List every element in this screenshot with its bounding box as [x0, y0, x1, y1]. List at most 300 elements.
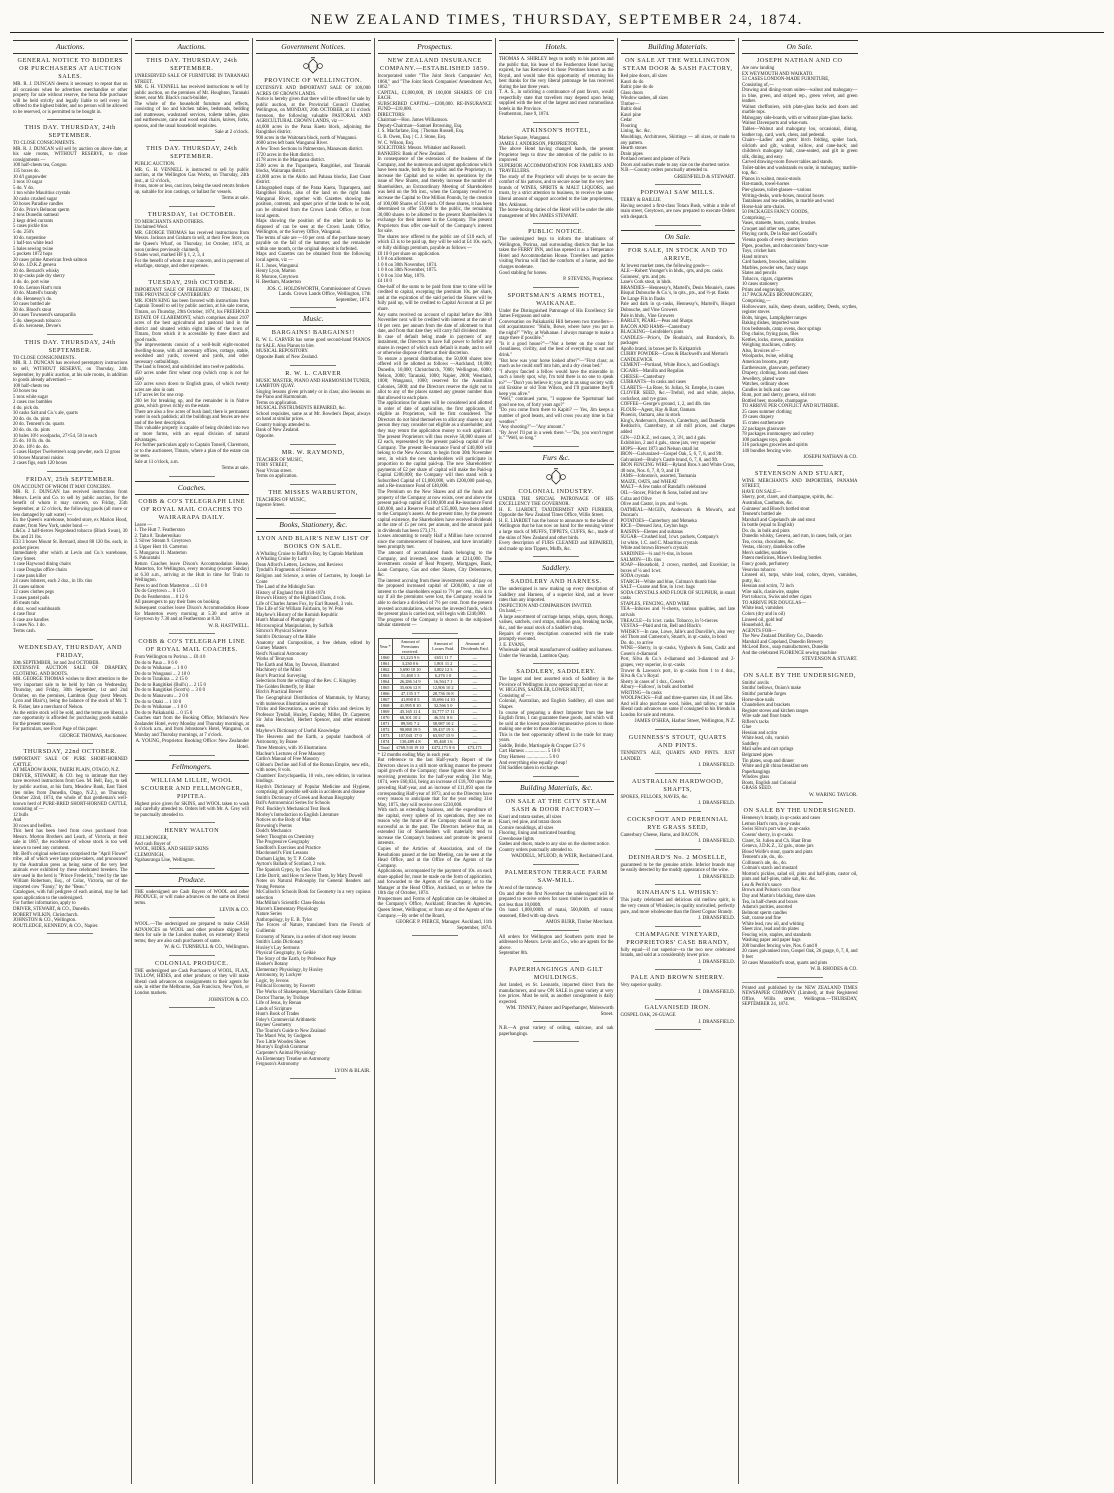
- advertisement-body: Hennessy's brandy, in qr-casks and cases Lemon Hart's rum, in qr-casks Swiss Silva's port wine, in qr-casks Cosens' sherry, in qr-casks Claret, St. Julien and Ch. Haut Brun Geneva, J.D.K.Z., 32 gals., stone jars Blood Wolfe's stout, quarts and pints Tennent's ale, do., do. Collinson's ale, do., do. Colman's starch and mustard Morton's pickles, salad oil, pints and half-pints, castor oil, pints and half-pints, table salt, &c. &c. Lea & Perrin's sauce Brown and Polson's corn flour Day and Martin's blacking, three sizes Tea, in half-chests and boxes Adams's purities, assorted Belmont sperm candles Salt, coarse and fine White lead, raw oil, and whiting Sheet zinc, lead and tin plates Fencing wire, staples, and standards Washing paper and paper bags 200 bundles fencing wire, Nos. 6 and 8 20 cases galvanised iron, Gospel Oak, 26 guage, 6, 7, 8, and 9 feet 50 cases Musseldorf's stout, quarts and pints: [742, 816, 858, 966]
- advertisement-title: PAPERHANGINGS AND GILT MOULDINGS.: [509, 965, 604, 981]
- divider: [655, 926, 701, 927]
- advertisement-body: Under the Distinguished Patronage of His Excellency Sir James Fergusson and suite. Conversation on Paikakariki Hill between two travellers—old acquaintances: "Hullo, Bowe, where have you put in the night?" "Why, at Waikanae. I always manage to make a stage there if possible." "Is it a good house?"—"Not a better on the coast for cleanliness, civility, and the best of everything to eat and drink." "But how was your horse looked after?"—"First class; as much as he could stuff into him, and a dry clean bed." "I always fancied a fellow would have the miserable in such a lonely spot, why, I'm told there is no one to speak to?"—"Don't you believe it; you get in as snug society with old Erskine or old Tom Wilson, and I'll guarantee they'll keep you alive." "Well," continued yarns, "I suppose the 'Sportsman' had good one too, of forty years ago?" "Do you come from there to Kapiti? — Yes, Jim keeps a number of good beasts, and will cross you any time in fair weather." "Any shooting?"—"Any amount." "By Jove! I'll put in a week there."—"Do, you won't regret it." "Well, so long.": [499, 308, 614, 442]
- advertisement: [742, 672, 858, 798]
- advertisement-title: POPOWAI SAW MILLS.: [640, 189, 716, 197]
- section-header: Fellmongers.: [135, 760, 250, 774]
- advertisement: [742, 57, 858, 461]
- advertisement-body: Just landed, ex St. Leonards, imported direct from the manufacturers, and now ON SALE in great variety at very low prices. Must be sold, as another consignment is daily expected.: [499, 982, 614, 1005]
- advertisement: [499, 935, 614, 957]
- divider: [533, 1041, 579, 1042]
- advertisement: [621, 816, 736, 845]
- advertisement-signature: GEORGE P. PIERCE, Manager. Auckland, 11th September, 1874.: [395, 920, 492, 931]
- divider: [169, 140, 215, 141]
- table-cell: 3,802 12 3: [428, 666, 458, 672]
- advertisement-title: NEW ZEALAND INSURANCE COMPANY.—ESTABLISHED 1859.: [380, 57, 490, 72]
- progress-table: [378, 638, 493, 751]
- advertisement-body: Incorporated under "The Joint Stock Companies' Act, 1860," and "The Joint Stock Companies' Amendment Act, 1862." CAPITAL, £1,000,000, IN 100,000 SHARES OF £10 EACH. SUBSCRIBED CAPITAL—£200,000. RE-INSURANCE FUND—£10,000. DIRECTORS: Chairman—Hon. James Williamson. Deputy-Chairman—Samuel Browning, Esq. J. S. Macfarlane, Esq. | Thomas Russell, Esq. G. B. Owen, Esq. | C. J. Stone, Esq. W. C. Wilson, Esq. SOLICITORS: Messrs. Whitaker and Russell. BANKERS: Bank of New Zealand. In consequence of the extension of the business of the Company, and the numerous and urgent applications which have been made, both by the public and the Proprietary, to increase the Capital and so widen its operations by the issue of New Shares, and thereby increase the number of Shareholders, an Extraordinary Meeting of Shareholders was held on the 9th inst., when the Company resolved to increase the Capital to One Million Pounds, by the creation of 100,000 Shares of £10 each. Of these shares, it has been determined to offer 50,000 to the public, the remaining 30,000 shares to be allotted to the present Shareholders in exchange for their interest in the Company. The present Proprietors thus offer one-half of the Company's interest for sale. The shares now offered to the public are of £10 each, of which £3 is to be paid up, they will be sold at £4 10s. each, or fully shillings premium, payable as follows — £0 10 0 per share on application. 1 0 0 on allotment. 1 0 0 on 30th November, 1874. 1 0 0 on 30th November, 1875. 1 0 0 on 31st May, 1876. £4 10 0 One-half of the sums to be paid from time to time will be credited to capital, excepting the premium 10s. per share, and at the expiration of the said period the Shares will be fully paid up, will be credited to Capital Account at £2 per share. Any sums received on account of capital before the 30th November next will be credited with interest at the rate of 10 per cent. per annum from the date of allotment to that date, and from that date they will carry full dividend rate. In case of default being made in payment of any instalment, the Directors to have full power to forfeit any shares in respect of which such default is made, and to sell or otherwise dispose of them at their discretion. To ensure a general distribution, the 50,000 shares now offered will be allotted as follows —Auckland, 10,000; Dunedin, 10,000; Christchurch, 7000; Wellington, 6000; Nelson, 2000; Taranaki, 1000; Napier, 2000; Westland, 1000; Wanganui, 1000; reserved for the Australian Colonies, 5000; and the Directors reserve the right not to allot to any of the places named any greater number than that allowed to each place. The applications for shares will be considered and allotted in order of date of application, the first applicants, if eligible as Proprietors, will be first considered. The Directors do not bind themselves to allot any shares to any person they may consider not eligible as a shareholder, and they may return the application money to such applicant. The present Proprietors will thus receive 50,000 shares of £2 each, represented by the present paid-up capital of the Company. The present Re-insurance Fund of £40,000 will belong to the New Account, to begin from 30th November next, in which the new shareholders will participate in proportion to the capital paid-up. The new Shareholders' payments of £2 per share of capital will make the Paid-up Capital £200,000; the Company will then stand with a Subscribed Capital of £1,000,000, with £200,000 paid-up, and a Re-insurance Fund of £40,000. The Premium on the New Shares and all the funds and property of the Company at now exists, over and above the present paid-up capital of £100,000 and Re-insurance Fund £40,000, and a Reserve Fund of £35,000, have been added to the Company's assets. At the present time, by the present capital existence, the Shareholders have received dividends at the rate of 15 per cent. per annum, and the amount paid in dividends has been £73,171. Losses amounting to nearly Half a Million have occurred since the commencement of business, and have invariably been promptly met. The amount of accumulated funds belonging to the Company, and invested, now stands at £214,000. The investments consist of Real Property, Mortgages, Bank, Loan Company, Gas and other Shares, City Debentures, &c. The interest accruing from these investments would pay on the proposed increased capital of £200,000, a rate of interest to the shareholders equal to 7½ per cent., this is to say if all the premiums were lost, the Company would be able to declare a dividend of 7½ per cent. from the present invested accumulations, whereas the invested funds, which the present plan is carried out, will begin with £240,000. The progress of the Company is shown in the subjoined tabular statement —: [377, 74, 492, 629]
- advertisement: [499, 292, 614, 442]
- divider: [655, 969, 701, 970]
- section-header: Government Notices.: [256, 40, 371, 54]
- column-6: [618, 38, 740, 1484]
- advertisement: [135, 777, 250, 819]
- advertisement: [256, 77, 371, 303]
- advertisement: [256, 489, 371, 509]
- advertisement-body: IMPORTANT SALE OF FREEHOLD AT TIMARU, IN THE PROVINCE OF CANTERBURY. MR. JOHN KING has been favored with instructions from Captain Tonsell to sell by public auction, at his sale rooms, Timaru, on Thursday, 29th October, 1874, his FREEHOLD ESTATE OF CLAREMONT, which comprises about 2107 acres of the best agricultural and pastoral land in the district and situated within eight miles of the town of Timaru, from which it is accessible by three direct and good roads. The improvements consist of a well-built eight-roomed dwelling-house, with all necessary offices, cottage, stable, woolshed and yards, covered and yards, and other necessary outbuildings. The land is fenced, and subdivided into twelve paddocks. 450 acres under first wheat crop (which crop is not for sale) 550 acres sown down to English grass, of which twenty acres are also in oats 147 acres let for one crop 200 let for breaking up, and the remainder is in Native grass, which grows richly on the estate. There are also a few acres of bush land; there is permanent water in each paddock; all the buildings and fences are new and of the best description. This valuable property is capable of being divided into two or more farms, with an equal division of natural advantages. For further particulars apply to Captain Tonsell, Claremont, or to the auctioneer, Timaru, where a plan of the estate can be seen. Sale at 11 o'clock, a.m.: [134, 287, 249, 465]
- table-cell: —: [458, 714, 491, 720]
- advertisement-signature: W. R. HASTWELL.: [208, 623, 249, 629]
- advertisement: [13, 339, 128, 467]
- advertisement-signature: WADDELL, M'LEOD, & WEIR, Reclaimed Land.: [511, 854, 614, 860]
- table-cell: 59,437 19 3: [428, 726, 458, 732]
- table-cell: £472,171 8 6: [428, 744, 458, 750]
- advertisement-title: JOSEPH NATHAN AND CO: [756, 57, 843, 64]
- column-4: [375, 38, 497, 1484]
- section-header: Auctions.: [13, 40, 128, 54]
- divider: [533, 961, 579, 962]
- advertisement-title: THURSDAY, 1st OCTOBER.: [147, 210, 236, 218]
- divider: [290, 365, 336, 366]
- advertisement-body: 30th SEPTEMBER, 1st and 2nd OCTOBER. EXTENSIVE AUCTION SALE OF DRAPERY, CLOTHING, AND BOOTS. MR. GEORGE THOMAS wishes to direct attention to the very important sale to be held by him on Wednesday, Thursday, and Friday, 30th September, 1st and 2nd October, on the premises, Lambton Quay (next Messrs. Lyon and Blair's), being the balance of the stock of Mr. T. R. Fisher, late a merchant of Nelson. As the entire stock will be sold, and the terms are liberal, a rare opportunity is afforded for purchasing goods suitable for the present season. For particulars, see Front Page of this paper.: [13, 660, 128, 733]
- advertisement: [621, 57, 736, 180]
- advertisement-title: ON SALE BY THE UNDERSIGNED.: [743, 807, 857, 815]
- divider: [655, 184, 701, 185]
- advertisement-body: Canterbury Cheese, Hams, and BACON.: [620, 832, 700, 838]
- table-row: [378, 744, 492, 750]
- table-cell: 1872: [378, 726, 392, 732]
- advertisement-body: guaranteed to be the genuine article. Inferior brands may be easily detected by the muddy appearance of the wine.: [620, 862, 735, 874]
- divider: [290, 484, 336, 485]
- advertisement: [621, 734, 736, 769]
- divider: [533, 122, 579, 123]
- table-cell: 11,468 1 3: [392, 672, 428, 678]
- advertisement-body: THE undersigned are Cash Buyers of WOOL and other PRODUCE, or will make advances on the same on liberal terms.: [134, 889, 249, 906]
- royal-crest-icon: [301, 57, 325, 75]
- advertisement-body: EXTENSIVE AND IMPORTANT SALE OF 100,000 ACRES OF CROWN LANDS. Notice is hereby given that there will be offered for sale by public auction, at the Provincial Council Chamber, Wellington, on MONDAY, 26th OCTOBER, at 11 o'clock forenoon, the following valuable PASTORAL AND AGRICULTURAL CROWN LANDS, viz — 44,000 acres in the Paraa Kaetu block, adjoining the Rangitikei district. 900 acres in the Waitotara block, north of Wanganui. 4600 acres left bank Wanganui River. A few Town Sections in Palmerston, Manawatu district. 1720 acres in the Hutt district. 4178 acres in the Mangaroa district. 2500 acres in the Tuparapera, Rangitikei, and Taranaki blocks, Wairarapa district. 43,000 acres in the Akitio and Pahaua blocks, East Coast district. Lithographed maps of the Paraa Kaetu, Tuparapera, and Rangitikei blocks, also of the land on the right bank Wanganui River, together with Gazettes showing the position, contents, and upset price of the lands to be sold, can be obtained from the Crown Lands Office, or from local agents. Maps showing the position of the other lands to be disposed of can be seen at the Crown Lands Office, Wellington, or the Survey Office, Wanganui. The terms of sale are —10 per cent. of the purchase money payable on the fall of the hammer, and the remainder within one month, or the original deposit is forfeited. Maps and Gazettes can be obtained from the following local agents, viz — H. I. Jones, Wanganui Henry Lyon, Marton R. Monroe, Greytown H. Beetham, Masterton: [256, 86, 371, 286]
- advertisement-signature: J. DRANSFIELD.: [698, 874, 735, 880]
- divider: [777, 977, 823, 978]
- advertisement-title: THIS DAY. THURSDAY, 24th SEPTEMBER.: [146, 145, 238, 161]
- column-1: [10, 38, 132, 1484]
- advertisement: [499, 488, 614, 552]
- table-cell: 41,995 8 10: [392, 702, 428, 708]
- advertisement-title: KINAHAN'S LL WHISKY:: [636, 889, 719, 897]
- divider: [169, 955, 215, 956]
- advertisement-body: THOMAS A. SHIRLEY begs to notify to his patrons and the public that, his lease of the Featherston Hotel having expired, he has Removed to those Premises known as the Royal, and would take this opportunity of returning his best thanks for the very liberal patronage he has received during the last three years. T. A. S., in soliciting a continuance of past favors, would respectfully state that travellers may depend upon being supplied with the best of the largest and most commodious hotels in the Province. Featherston, June 9, 1874.: [499, 57, 614, 118]
- divider: [169, 1007, 215, 1008]
- section-header: On Sale.: [742, 40, 858, 54]
- table-cell: —: [458, 678, 491, 684]
- advertisement-body: The largest and best assorted stock of Saddlery in the Province of Wellington is now opened up and on view at W. HIGGINS, SADDLER, LOWER HUTT, Consisting of — Colonial, Australian, and English Saddlery, all sizes and Shapes In course of preparing a direct Importer from the best English firms, I can guarantee these goods, and which will be sold at the lowest possible remunerative prices to those making one order to those coming in. This is the best opportunity offered in the trade for many years. Saddle, Bridle, Martingale & Crupper £3 7 6 Cart Harness .................. 5 10 0 Dray Harness .................. 5 0 0 And everything else equally cheap! Old Saddles taken in exchange.: [499, 677, 614, 772]
- table-cell: 1864: [378, 678, 392, 684]
- table-header-cell: Year.*: [378, 638, 392, 654]
- advertisement-body: Very superior quality.: [620, 983, 662, 989]
- advertisement: [499, 1026, 614, 1037]
- divider: [533, 663, 579, 664]
- table-cell: 12,806 10 2: [428, 684, 458, 690]
- advertisement: [135, 57, 250, 136]
- table-header-cell: Amount of Premiums received.: [392, 638, 428, 654]
- divider: [655, 1029, 701, 1030]
- advertisement-body: Kauri and totara sashes, all sizes Kauri, red pine, and totara doors Cornice mouldings, all sizes Flooring, lining and rusticated boarding Greenhouse lights Sashes and doors, made to any size on the shortest notice. Country orders punctually attended to.: [499, 814, 610, 853]
- divider: [412, 633, 458, 634]
- column-3: [253, 38, 375, 1484]
- advertisement-signature: LYON & BLAIR.: [334, 1068, 371, 1074]
- advertisement: [499, 228, 614, 282]
- divider: [533, 223, 579, 224]
- advertisement: [621, 974, 736, 995]
- table-cell: 46,551 8 6: [428, 714, 458, 720]
- divider: [777, 802, 823, 803]
- table-cell: 1868: [378, 702, 392, 708]
- advertisement-signature: J. DRANSFIELD.: [698, 916, 735, 922]
- section-header: Auctions.: [135, 40, 250, 54]
- advertisement-body: TO MERCHANTS AND OTHERS. Unclaimed Wool. MR. GEORGE THOMAS has received instructions from Messrs. Jackson and Graham to sell, at their Free Store, on the Queen's Wharf, on Thursday, 1st October, 1874, at noon (unless previously claimed), 6 bales wool, marked HF § 1, 2, 3, 4 For the benefit of whom it may concern, and in payment of wharfage, storage, and other expenses.: [134, 219, 249, 270]
- table-cell: 41,890 8 5: [392, 696, 428, 702]
- advertisement: [256, 370, 371, 440]
- divider: [47, 334, 93, 335]
- advertisement-body: The undersigned begs to inform the inhabitants of Wellington, Porirua, and surrounding districts that he has taken the FERRY INN, and has opened it as a Temperance Hotel and Accommodation House. Travellers and parties visiting Porirua will find the comforts of a home, and the charges moderate. Good stabling for horses.: [499, 237, 614, 276]
- table-cell: 1870: [378, 714, 392, 720]
- table-cell: —: [458, 732, 491, 738]
- advertisement-title: GALVANISED IRON.: [644, 1004, 711, 1012]
- divider: [655, 999, 701, 1000]
- advertisement: [135, 960, 250, 1003]
- advertisement: [256, 535, 371, 1074]
- advertisement-body: At end of the tramway. On and after the first November the undersigned will be prepared to receive orders for sawn timber in quantities of not less than 10,000ft. On hand 1,000,000ft. of matai, 500,000ft. of totara; seasoned, filled with sap down.: [499, 885, 614, 919]
- table-cell: 3,230 0 6: [392, 660, 428, 666]
- table-cell: 33,777 17 11: [428, 708, 458, 714]
- advertisement-title: PROVINCE OF WELLINGTON.: [264, 77, 363, 84]
- advertisement-title: THIS DAY. THURSDAY, 24th SEPTEMBER.: [24, 124, 116, 140]
- advertisement-signature: J. DRANSFIELD.: [698, 763, 735, 769]
- section-header: Coaches.: [135, 481, 250, 495]
- table-cell: 1860: [378, 654, 392, 660]
- advertisement: [256, 329, 371, 360]
- advertisement: [621, 778, 736, 807]
- table-cell: 130,489 4 8: [392, 738, 428, 744]
- advertisement: [621, 931, 736, 966]
- table-cell: —: [458, 660, 491, 666]
- divider: [655, 773, 701, 774]
- advertisement-body: MR. R. J. DUNCAN deems it necessary to repeat that on all occasions when he advertises merchandise or other property for sale without reserve, the bona fide purchaser will be held strictly and legally liable to sell every lot offered to the highest bidder, and no person will be allowed to be reserved, or is permitted to be bought in.: [13, 82, 128, 115]
- table-header-cell: Amount of Losses Paid.: [428, 638, 458, 654]
- advertisement-title: WEDNESDAY, THURSDAY, AND FRIDAY,: [18, 643, 123, 659]
- advertisement: [135, 145, 250, 202]
- advertisement-body: All orders for Wellington and Southern ports must be addressed to Messrs. Levin and Co., who are agents for the above. September 8th.: [499, 934, 614, 957]
- advertisement: [499, 127, 614, 219]
- advertisement-signature: JAMES O'SHEA, Harbor Street, Wellington, N.Z.: [634, 719, 735, 725]
- table-cell: 16,564 7 1: [428, 678, 458, 684]
- advertisement: [621, 247, 736, 725]
- advertisement-signature: J. DRANSFIELD.: [698, 989, 735, 995]
- advertisement-body: ON ACCOUNT OF WHOM IT MAY CONCERN. MR. R. J. DUNCAN has received instructions from Messrs. Levin and Co. to sell by public auction, for the benefit of whom it may concern, on Friday, 25th September, at 12 o'clock, the following goods (all more or less damaged by salt water) — Ex the Queen's warehouse, bonded store, ex Marion Hood, master, from New York, under bond — L&Co. 2 half-tierces Negrohead tobacco (Black Swan), 30 lbs. and 21 lbs. E33 3 boxes Mount St. Bernard, about 88 120 lbs. each, in pocket pieces Immediately after which at Levin and Co.'s warehouse, Grey Street. 1 case Haywood dining chairs 1 case Douglas office chairs 1 case pans killer 24 cases lobsters, each 2 doz., in 1lb. tins 21 cases salmon 12 cases clothes pegs 3 cases pastel pails 46 meats tubs 4 doz. wood washboards 4 case flour 6 case axe handles 3 cases No. 1 do. Terms cash.: [13, 484, 128, 635]
- advertisement: [621, 189, 736, 220]
- section-header: Prospectus.: [378, 40, 493, 54]
- table-cell: —: [458, 708, 491, 714]
- advertisement-title: ON SALE AT THE CITY STEAM SASH & DOOR FACTORY—: [505, 797, 607, 813]
- advertisement-body: Highest price given for SKINS, and WOOL taken to wash and carefully attended to. Orders left with Mr. A. Grey will be punctually attended to.: [134, 801, 249, 818]
- advertisement: [135, 827, 250, 864]
- section-header: Saddlery.: [499, 561, 614, 575]
- advertisement-signature: P. STEVENS, Proprietor.: [563, 277, 614, 283]
- advertisement: [135, 922, 250, 951]
- advertisement-body: At lowest market rates, the following goods— ALE—Robert Younger's in hhds., qrts, and pts. casks Guinness', qrts. and pts. Lane's Cork stout, in hhds. BRANDIES—Hennessy's, Martell's, Denis Mounie's, cases Bisquit Dubouche & Co.'s, in qrts., pts., and ½-pt. flasks De Lange Fils in flasks Pale and dark in qr.-casks, Hennessy's, Martell's, Bisquit Dubouche, and Vine Growers Pale in hhds., Vine Growers BARLEY, PEARL—Peas and Sharps BACON AND HAMS—Canterbury BLACKING—Leinfelder's pints CANDLES—Price's, De Roubaix's, and Brandon's, lb. packages Apollo brand, in boxes per lb. Kirkpatrick CURRY POWDER—Cross & Blackwell's and Merton's CANDLEWICK CEMENT—Portland, White Bros.'s, and Gostling's CIGARS—Manilla and Regalias CHEESE—Canterbury CURRANTS—In casks and cases CLARETS—La Rose, St. Julian, St. Estephe, in cases CLOVER SEED, &c.—Trefoil, red and white, alsyke, cocksfoot, and rye grass COFFEE—George's ground, 1, 2, and 4lb. tins FLOUR—Agent, Hay & Barr, Oamaru Phoenix, Oamaru, also in stock King's, Anderson's, Brown's, Canterbury, and Dunedin Reddoch's, Canterbury, at all mill prices, and charges added GIN—J.D.K.Z., red cases, 3, 3½, and 4 gals. Exhibition, 2 and 4 gals., stone jars, very superior HOPS—Kent 1873 and Nelson small lot IRON—Galvanized—Gospel Oak, 5, 6, 7, 8, and 9ft. Galvanized—Braby's Castle brand, 6, 7, 8, and 9ft. IRON FENCING WIRE—Ryland Bros.'s and White Cross, 40 tons, Nos. 6, 7, 8, 9, and 10 JAMS—Johnston's, assorted, Tasmania MAIZE, OATS, and WHEAT MALT—A few tanks of Randall's celebrated OIL—Stocer, Pilcher & Sons, boiled and raw Colza and Olive Olive and Castor, in pts. and ¼-pts. OATMEAL—McGill's, Anderson's & Mowat's, and Duncan's POTATOES—Canterbury and Motueka RICE—Dressed Java, Ceylon bags RAISINS—Elemes and sultanas SUGAR—Crushed loaf, 1cwt. packets, Company's 1st white, 1.C. and C. Mauritius crystals White and brown Brewer's crystals SARDINES—¼ and ½-tins, in boxes SALMON—1lb. tins SOAP—Household, 2 crown, mottled, and Excelsior, in boxes of ¼ and 1cwt. SODA crystals STARCH—White and blue, Colman's thumb blue SALT—Coarse and fine, in 1cwt. bags SODA CRYSTALS AND FLOUR OF SULPHUR, in small casks STAPLES, FENCING, AND WIRE TEA—Inboxes and ½-chests, various qualities, and late arrivals TREACLE—In 1cwt. casks. Tobacco, in ½-tierces VESTAS—Plaid and tin, Bell and Black's WHISKY—In case, Lowe, Jalle's and Dunville's, also very old Thom and Cameron's, Stuart's, in qr.-casks, in bond Do. do., to arrive WINE—Sherry, in qr.-casks, Vyghen's & Sons, Cadiz and Cosen's 4-diamond Port, Silva & Co.'s 4-diamond and 3-diamond and 2-grapes, very superior, in qr.-casks Trower & Lawson's port, in qr.-casks from 1 to 4 doz., Silva & Co.'s Royal Sherry in cases of 1 doz., Cosen's Albury—Fallows', in bulk and bottled WRITING—In casks WOOLPACKS—Full and three-quarters size, 10 and 5lbs. And will also purchase wool, hides, and tallow; or make liberal cash advances on same if consigned to his friends in London for sale and returns.: [620, 263, 735, 718]
- advertisement-title: FRIDAY, 25th SEPTEMBER.: [26, 475, 115, 483]
- section-header: On Sale.: [621, 230, 736, 244]
- advertisement-title: ON SALE AT THE WELLINGTON STEAM DOOR & SASH FACTORY,: [622, 57, 733, 72]
- table-cell: —: [458, 672, 491, 678]
- advertisement: [621, 854, 736, 881]
- advertisement-signature: Terms at sale.: [221, 466, 249, 472]
- table-cell: 1873: [378, 732, 392, 738]
- advertisement-signature: W. & G. TURNBULL & CO., Wellington.: [164, 945, 249, 951]
- advertisement-title: THE MISSES WARBURTON,: [268, 488, 359, 496]
- advertisement-title: COBB & CO'S TELEGRAPH LINE OF ROYAL MAIL COACHES.: [138, 638, 246, 654]
- advertisement: [742, 807, 858, 972]
- divider: [290, 307, 336, 308]
- advertisement-body: This justly celebrated and delicious old mellow spirit, is the very cream of Whiskies; in quality unrivalled, perfectly pure, and more wholesome than the finest Cognac Brandy.: [620, 898, 735, 915]
- advertisement-body: TEACHERS OF MUSIC, Ingestre Street.: [256, 497, 306, 509]
- table-cell: £651 11 7: [428, 654, 458, 660]
- advertisement-title: COCKSFOOT AND PERENNIAL RYE GRASS SEED,: [627, 815, 729, 831]
- table-cell: 6,276 1 0: [428, 672, 458, 678]
- advertisement: [378, 57, 493, 629]
- table-cell: 1865: [378, 684, 392, 690]
- advertisement-signature: WM. TINNEY, Painter and Paperhanger, Molesworth Street.: [506, 1006, 614, 1017]
- advertisement-body: fully equal—if not superior—to the two new celebrated brands, and sold at a considerably lower price.: [620, 947, 735, 959]
- divider: [777, 667, 823, 668]
- divider: [533, 446, 579, 447]
- advertisement-body: Smiths' anvils Smiths' bellows, Onion's make Smiths' portable forges Horse-shoe nails Chandeliers and brackets Register stoves and kitchen ranges Wire safe and floor brads Riflers's tacks Glue Hessian and scrim White lead, oils, varnish Saddlery Mail safes and cart springs Belgrazed pipes Tin plates, soup and dinner White and gilt china breakfast sets Paperhangings Window glass Boots, English and Colonial GRASS SEED.: [742, 680, 809, 792]
- divider: [533, 287, 579, 288]
- advertisement-body: * 12 months ending May in each year. But reference to the last Half-yearly Report of the Directors shows in a still more striking manner the present rapid growth of the Company; those figures show it to be receiving premiums for the half-year ending 31st May, 1874, were £60,834, being an increase of £18,700 upon the preceding Half-year, and an increase of £11,093 upon the corresponding Half-year of 1873, and so the Directors have every reason to anticipate that for the year ending 31st May, 1875, they will receive over £230,000. With such an extending business, and the expenditure of the capital, every sphere of its operations, they see no reason why the future of the Company should not be as successful as in the past. The Directors believe that, an extended list of Shareholders will materially tend to increase the Company's business and promote its general interests. Copies of the Articles of Association, and of the Resolutions passed at the last Meeting, can be seen at the Head Office, and at the Office of the Agents of the Company. Applications, accompanied by the payment of 10s. on each share applied for, must be made on the form of application, and forwarded to the Agents of the Company, or to the Manager at the Head Office, Auckland, on or before the 10th day of October, 1874. Prospectuses and Forms of Application can be obtained at the Company's Office, Auckland; Branches & Agencies, Queen Street, Wellington; or from any of the Agents of the Company.—By order of the Board,: [377, 752, 492, 919]
- advertisement-body: FELLMONGER, And cash Buyer of WOOL, HIDES, AND SHEEP SKINS CLEMONIGH, Ngahauranga Line, Wellington.: [134, 836, 209, 864]
- table-cell: 47,135 3 7: [392, 690, 428, 696]
- table-cell: 58,987 10 2: [428, 720, 458, 726]
- divider: [169, 755, 215, 756]
- advertisement-signature: J. DRANSFIELD.: [698, 839, 735, 845]
- newspaper-page: [10, 8, 1104, 1484]
- advertisement-title: MR. W. RAYMOND,: [281, 448, 345, 456]
- advertisement-body: A Whaling Cruise to Baffin's Bay, by Captain Markham A Whaling Cruise by Lord Dean Alford's Letters, Lectures, and Reviews Tyndall's Fragments of Science Religion and Science, a series of Lectures, by Joseph Le Conte The Land of the Midnight Sun History of England from 1830-1874 Brown's History of the Highland Clans, 4 vols. Life of Charles James Fox, by Earl Russell, 3 vols. The Life of Sir William Fairbairn, by W. Pole Mayhew's History of the Romish Republic Hunt's Manual of Photography Microscopical Manipulation, by Suffolk Simcox's Physical Science Smith's Dictionary of the Bible Anatomy and Composition, a free debate, edited by Gurney Masters Reid's Nautical Astronomy Works of Tennyson The Earth and Man, by Dawson, illustrated Machinery of the Mind Burr's Practical Surveying Selections from the writings of the Rev. C. Kingsley The Golden Butterfly, by Blair Birch's Practical Brewer The Geographical Distribution of Mammals, by Murray, with numerous illustrations and maps Tricks and Recreations, a series of tricks and devices by Professor Tyndall, Huxley, Faraday, Miller, Dr. Carpenter, Sir John Herschell, Herbert Spencer, and other eminent men. Mayhew's Dictionary of Useful Knowledge The Heavens and the Earth, a popular handbook of Astronomy, by Boase Three Memoirs, with 16 illustrations Maclear's Lectures of Free Masonry Catlin's Manual of Free Masonry Gibbon's Decline and Fall of the Roman Empire, new edit., with notes, 8 vols. Chambers' Encyclopaedia, 10 vols., new edition, in various bindings. Haydn's Dictionary of Popular Medicine and Hygiene, comprising all possible self-aids in accidents and disease Smith's Dictionary of Greek and Roman Biography Ball's Astronomical Series for Schools Prof. Buckley's Mechanical Text Book Morley's Introduction to English Literature Notices on the Body of Man Browning's Poems Dodd's Mechanics Select Thoughts on Chemistry The Progressive Geography Sandford's Exercises and Practice Macdonnell's First Lessons Durham Lights, by T. P. Cobbe Ayrton's Ballads of Scotland, 2 vols. The Spanish Gypsy, by Geo. Eliot Little Dorrit, and How to Serve Them, by Mary Dowell Notes on Natural Philosophy for General Readers and Young Persons McCulloch's Schools Book for Geometry in a very copious selection MacMillan's Scientific Class-Books Marcet's Elementary Physiology Nature Series Anthropology, by E. B. Tylor The Forces of Nature, translated from the French of Guillemin Economy of Nature, in a series of short easy lessons Smith's Latin Dictionary Huxley's Lay Sermons Physical Geography, by Geikie The Story of the Earth, by Professor Page Hooker's Botany Elementary Physiology, by Huxley Astronomy, by Lockyer Logic, by Jevons Political Economy, by Fawcett The Works of Shakespeare, Macmillan's Globe Edition Doctor Thorne, by Trollope Life of Jesus, by Renan Lands of Scripture Hunt's Book of Trades Foley's Commercial Arithmetic Baynes' Geometry The Tourist's Guide to New Zealand The Maori War, by Gudgeon Two Little Wooden Shoes Murray's English Grammar Carpenter's Animal Physiology An Elementary Treatise on Astronomy Ferguson's Astronomy: [256, 551, 371, 1068]
- advertisement-title: GUINNESS'S STOUT, QUARTS AND PINTS.: [628, 733, 727, 749]
- divider: [290, 1078, 336, 1079]
- divider: [412, 935, 458, 936]
- advertisement: [499, 869, 614, 926]
- advertisement-signature: J. DRANSFIELD.: [698, 801, 735, 807]
- divider: [655, 884, 701, 885]
- table-cell: £73,171: [458, 744, 491, 750]
- advertisement-body: GOSPEL OAK, 26-GUAGE: [620, 1013, 676, 1019]
- masthead-rule: [10, 32, 1104, 33]
- table-cell: 85,468 1 6: [428, 738, 458, 744]
- advertisement-title: COBB & CO'S TELEGRAPH LINE OF ROYAL MAIL COACHES TO WAIRARAPA DAILY.: [138, 497, 246, 521]
- table-cell: 1867: [378, 696, 392, 702]
- advertisement-title: WILLIAM LILLIE, WOOL SCOURER AND FELLMONGER, PIPITEA.: [140, 776, 243, 800]
- advertisement-title: R. W. L. CARVER: [285, 369, 342, 377]
- column-7: [739, 38, 861, 1484]
- table-cell: £768,530 19 10: [392, 744, 428, 750]
- advertisement-body: TENNENT'S ALE, QUARTS AND PINTS. JUST LANDED.: [620, 750, 735, 762]
- advertisement: [13, 476, 128, 635]
- divider: [47, 639, 93, 640]
- advertisement-body: From Wellington to Porirua ... £0 4 0 Do do to Paua ... 0 6 0 Do do to Waikanae ... 1 0 0 Do do to Wanganui ... 2 10 0 Do do to Turakina ... 2 15 0 Do do to Rangitikei (Bull's) ... 2 15 0 Do do to Rangitikei (Scott's) ... 3 0 0 Do do to Manawatu ... 2 0 0 Do do to Otaki ... 1 10 0 Do do to Waikanae ... 1 0 0 Do do to Paikakariki ... 0 15 0 Coaches start from the Booking Office, McIntosh's New Zealander Hotel, every Monday and Thursday mornings, at 6 o'clock a.m., and from Johnstone's Hotel, Wanganui, on Monday and Thursday mornings, at 7 o'clock.: [134, 655, 249, 738]
- advertisement-title: COLONIAL PRODUCE.: [154, 959, 229, 967]
- table-cell: —: [458, 738, 491, 744]
- masthead: NEW ZEALAND TIMES, THURSDAY, SEPTEMBER 24, 1874.: [310, 12, 804, 28]
- advertisement-title: AUSTRALIAN HARDWOOD, SHAFTS,: [632, 777, 724, 793]
- column-2: [132, 38, 254, 1484]
- advertisement-signature: W. B. RHODES & CO.: [810, 967, 858, 973]
- section-header: Building Materials, &c.: [499, 781, 614, 795]
- table-cell: 89,581 7 2: [392, 720, 428, 726]
- advertisement-body: Market Square, Wanganui. JAMES J. ANDERSON, PROPRIETOR. The above Hotel having changed hands, the present Proprietor begs to draw the attention of the public to its improved SUPERIOR ACCOMMODATION FOR FAMILIES AND TRAVELLERS. The study of the Proprietor will always be to secure the comfort of his patrons, and to secure none but the very best brands of WINES, SPIRITS & MALT LIQUORS, and trusts, by a strict attention to business, to receive the same liberal amount of support accorded to the late proprietress, Mrs. Atkinson. The horse-boxing duties of the Hotel will be under the able management of Mrs JAMES STEWART.: [499, 136, 614, 219]
- advertisement-title: COLONIAL INDUSTRY.: [518, 487, 594, 495]
- table-cell: —: [458, 654, 491, 660]
- divider: [655, 729, 701, 730]
- advertisement-body: Leave — 1. The Hutt 7. Featherston 2. Taita 8. Tauherenikau 3. Silver Stream 9. Greytown 4. Upper Hutt 10. Carterton 5. Mungaroa 11. Masterton 6. Pakuratahi Return Coaches leave Dixon's Accommodation House, Masterton, for Wellington, every morning (except Sunday) at 6.30 a.m., arriving at the Hutt in time for Train to Wellington. Fares to and from Masterton ... £1 0 0 Do do Greytown ... 0 15 0 Do do Featherston ... 0 12 6 All passengers to pay their fares on booking. Subsequent coaches leave Dixon's Accommodation House for Masterton every morning at 5.30 and arrive at Greytown by 7.30 and at Featherston at 8.30.: [134, 522, 249, 623]
- divider: [169, 917, 215, 918]
- advertisement-signature: STEVENSON & STUART.: [801, 657, 858, 663]
- advertisement-body: R. W. L. CARVER has some good second-hand PIANOS for SALE. Also Pianos to hire. MUSICAL REPOSITORY. Opposite Bank of New Zealand.: [256, 338, 371, 360]
- advertisement-title: TUESDAY, 29th OCTOBER.: [148, 278, 236, 286]
- advertisement-signature: J. DRANSFIELD.: [698, 959, 735, 965]
- advertisement: [499, 57, 614, 118]
- advertisement-body: PUBLIC AUCTION. MR. G. H. VENNELL is instructed to sell by public auction, at the Wellington Gas Works, on Thursday, 24th inst., at 12 o'clock, 8 tons, more or less, cast iron, being the used retorts broken up, suitable for iron castings, or ballast for vessels.: [134, 162, 249, 195]
- table-cell: —: [458, 702, 491, 708]
- table-cell: 107,041 17 0: [392, 732, 428, 738]
- advertisement-title: SADDLERY, SADDLERY.: [516, 668, 597, 676]
- advertisement-title: HENRY WALTON: [164, 827, 220, 835]
- divider: [169, 633, 215, 634]
- advertisement-body: The undersigned is now making up every description of Saddlery and Harness, of a superior kind, and at lower rates than any imported. INSPECTION AND COMPARISON INVITED. On hand,— A large assortment of carriage lamps, whips, spurs, thongs, valises, satchels, cord straps, stallion gear, breaking tackle, &c., and the usual stock of a Saddler's shop. Repairs of every description connected with the trade promptly executed. J. E. EVANS, Wholesale and retail manufacturer of saddlery and harness. Under the Verandah, Lambton Quay.: [499, 587, 614, 659]
- advertisement: [499, 798, 614, 860]
- imprint-text: Printed and published by the NEW ZEALAND TIMES NEWSPAPER COMPANY (Limited), at their Registered Office, Willis street, Wellington.—THURSDAY, SEPTEMBER 24, 1874.: [742, 985, 858, 1008]
- table-cell: 1,801 11 2: [428, 660, 458, 666]
- table-cell: 45,165 11 4: [392, 708, 428, 714]
- advertisement-title: LYON AND BLAIR'S NEW LIST OF BOOKS ON SALE.: [257, 534, 370, 550]
- table-cell: 5,690 18 10: [392, 666, 428, 672]
- section-header: Hotels.: [499, 40, 614, 54]
- divider: [47, 743, 93, 744]
- advertisement-signature: JOSEPH NATHAN & CO.: [803, 455, 858, 461]
- advertisement: [13, 57, 128, 115]
- divider: [169, 822, 215, 823]
- advertisement-body: TO CLOSE CONSIGNMENTS. MR. R. J. DUNCAN has received peremptory instructions to sell, WITHOUT RESERVE, on Thursday, 24th September, by public auction, at his sale rooms, in addition to goods already advertised — 100 half-chests tea 50 boxes tea 5 tons white sugar 2 cases raw bambles 4 do. pick do. 30 casks Salt and Co.'s ale, quarts 20 do. do. do. pints 20 do. Tennent's do. quarts 20 do. do. do. pints 10 bales 10½ woolpacks, 27×54, 50 in each 25 do. 10 lb. do. do. 20 do. 10½ do. do. 5 cases Harper Twelvetree's soap powder, each 12 gross 10 boxes Macaroni raisins 2 cases figs, each 120 boxes: [13, 355, 128, 467]
- divider: [533, 930, 579, 931]
- advertisement-body: WINE MERCHANTS AND IMPORTERS, PANAMA STREET, HAVE ON SALE— Sherry, port, claret, and champagne, spirits, &c. Australian, Cauthunts, &c. Guinness' and Blood's bottled stout Tennent's bottled ale Marshall and Copeland's ale and stout In bottle (equal to English) Do. do. in bulk and pints Dunedin whisky, Geneva, and rum, in cases, bulk, or jars Tea, cocoa, chocolates, &c. Vestas, chicory, dandelion coffee Men's saddles, sundries Patent medicines, Mawe's feeding bottles Fancy goods, perfumery Vesuvius tobacco Linseed oil, turps, white lead, colors, dryers, varnishes, putty, &c. Hessian and scrim, 72 inch Wire nails, clasinwire, staples Port tobacco, Swiss and other cigars TO ARRIVE PER DOUGLAS— White lead, varnishes Colors (dry and in oil) Linseed oil, gold leaf Household, &c. AGENTS FOR— The New Zealand Distillery Co., Dunedin Marshall and Copeland, Dunedin Brewery McLeod Bros., soap manufacturers, Dunedin And the celebrated FLORENCE sewing machine: [742, 478, 858, 656]
- table-cell: 26,286 14 9: [392, 678, 428, 684]
- section-header: Produce.: [135, 873, 250, 887]
- advertisement-title: BARGAINS! BARGAINS!!: [271, 329, 355, 337]
- advertisement-signature: W. WARING TAYLOR.: [809, 792, 858, 798]
- advertisement: [135, 638, 250, 750]
- advertisement-title: THIS DAY. THURSDAY, 24th SEPTEMBER.: [146, 57, 238, 72]
- table-header-cell: Amount of Dividends Paid.: [458, 638, 491, 654]
- section-header: Books, Stationery, &c.: [256, 518, 371, 532]
- advertisement-signature: JOHNSTON & CO.: [208, 997, 249, 1003]
- divider: [655, 225, 701, 226]
- royal-crest-icon: [544, 468, 568, 486]
- advertisement-title: SPORTSMAN'S ARMS HOTEL, WAIKANAE.: [507, 291, 605, 307]
- divider: [655, 811, 701, 812]
- advertisement-body: UNRESERVED SALE OF FURNITURE IN TARANAKI STREET. MR. G. H. VENNELL has received instructions to sell by public auction, on the premises of Mr. Houghton, Taranaki Street, near Mr. Black's coach-builder, The whole of the household furniture and effects, consisting of loo and kitchen tables, bedsteads, bedding and mattresses, washstand services, toilette tables, glass and earthenware, cane and wood seat chairs, knives, forks, spoons, and the usual household requisites.: [134, 74, 249, 129]
- advertisement-title: PALE AND BROWN SHERRY.: [630, 974, 725, 982]
- divider: [169, 274, 215, 275]
- advertisement: [135, 890, 250, 913]
- table-cell: —: [458, 684, 491, 690]
- advertisement-title: CHAMPAGNE VINEYARD, PROPRIETORS' CASE BRANDY,: [626, 930, 730, 946]
- advertisement-title: STEVENSON AND STUART,: [754, 469, 845, 477]
- advertisement-signature: Sale at 2 o'clock.: [215, 130, 249, 136]
- advertisement-title: THIS DAY. THURSDAY, 24th SEPTEMBER.: [24, 338, 116, 354]
- advertisement-body: MUSIC MASTER, PIANO AND HARMONIUM TUNER, LAMBTON QUAY. Singing lessons given privately or in class; also lessons on the Piano and Harmonium. Terms on application. MUSICAL INSTRUMENTS REPAIRED, &c. School requisites, same as at Mr. Bowden's Depot, always on hand at similar prices. Country tunings attended to. Bank of New Zealand. Opposite.: [256, 378, 371, 439]
- advertisement-body: TEACHER OF MUSIC, TORY STREET, Near Vivian street. Terms on application.: [256, 457, 304, 480]
- advertisement-title: DEINHARD'S No. 2 MOSELLE,: [628, 853, 728, 861]
- advertisement-body: THE undersigned are Cash Purchasers of WOOL, FLAX, TALLOW, HIDES, and other produce; or they will make liberal cash advances on consignments to their agents for sale, in either the Melbourne, San Francisco, New York, or London markets.: [134, 968, 249, 996]
- advertisement-title: PALMERSTON TERRACE FARM SAW-MILL.: [504, 868, 608, 884]
- divider: [533, 864, 579, 865]
- table-cell: —: [458, 690, 491, 696]
- advertisement: [135, 498, 250, 629]
- advertisement-signature: LEVIN & CO.: [219, 907, 249, 913]
- divider: [47, 471, 93, 472]
- advertisement-body: UNDER THE SPECIAL PATRONAGE OF HIS EXCELLENCY THE GOVERNOR. H. E. LIARDET, TAXIDERMIST AND FURRIER, Opposite the New Zealand Times Office, Willis Street. H. E. LIARDET has the honor to announce to the ladies of Wellington that he has now on hand for the ensuing winter a large stock of MUFFS, TIPPETS, CUFFS, &c., made of the skins of New Zealand and other birds. Every description of FURS CLEANED and REPAIRED, and made up into Tippets, Muffs, &c.: [499, 496, 614, 552]
- advertisement: [135, 211, 250, 270]
- advertisement-body: Are now landing EX WEYMOUTH AND WAIKATO. 53 CASES LONDON-MADE FURNITURE, Consisting of,— Drawing and dining-room suites—walnut and mahogany—in blue, green, and striped rep., green velvet, and green leather. Walnut cheffoniers, with plate-glass backs and doors and marble tops. Mahogany side-boards, with or without plate-glass backs. Walnut Davenports and what-nots. Tables—Walnut and mahogany loo, occasional, dining, leather top, card, work, chess, and pedestal. Chairs—Ladies' and gents' birch folding, spider back, oilcloth and gilt, walnut, willow, and cane-back; and children's mahogany hall, cane-seated, and gilt in green silk, dining, and easy. Carved drawing-room flower tables and stands. Toilet-tables and washstands en suite, in mahogany, marble-top, &c. Pianos in walnut, music-stools Hat-stands, towel-horses Pier-glasses, toilet-glasses—various Writing-desks, work-boxes, musical boxes Tantaluses and tea-caddies, in marble and wood Horse-hair arm-chairs. 50 PACKAGES FANCY GOODS, Comprising,— Vases, statuette, busts, combs, brushes Croquet and other sets, games Playing cards, De la Rue and Goodall's Vienna goods of every description Pipes, pouches, and tobacconists' fancy-ware Toys, cricket bats Hand mirrors Card baskets, brooches, solitaires Marbles, powder sets, fancy soaps Slates and pencils Tobacco, cigars, cigarettes 10 cases stationery Prints and engravings. 317 PACKAGES IRONMONGERY, Comprising,— Hollowware, nails, sheep shears, saddlery, Deeds, scythes, register stoves Bolts, hinges, Lamplighter ranges Baking dishes, imported ware Iron bedsteads, camp ovens, door springs Dog chains, frying pans, files Kettles, locks, stoves, pannikins Weighing machines, cutlery. Also, Invoices of— Woolpacks, twine, whiting American brooms, putty Earthenware, glassware, perfumery Drapery, clothing, boots and shoes Jewellery, plated ware Watches, ordinary shoes Candles in bulk and case Rum, port and sherry, geneva, old tom Bottled beer, moselle, champagne. TO ARRIVE PER CONFLICT AND RUTHERIE. 25 cases summer clothing 19 cases drapery 15 crates earthenware 22 packages glassware 78 packages ironmongery and cutlery 100 packages toys, goods 316 packages groceries and spirits 140 bundles fencing wire.: [742, 66, 858, 454]
- divider: [533, 1021, 579, 1022]
- table-cell: —: [458, 666, 491, 672]
- advertisement: [621, 1004, 736, 1025]
- section-header: Building Materials.: [621, 40, 736, 54]
- advertisement: [499, 668, 614, 771]
- divider: [169, 476, 215, 477]
- advertisement-title: ON SALE BY THE UNDERSIGNED,: [743, 671, 857, 679]
- divider: [290, 513, 336, 514]
- divider: [169, 206, 215, 207]
- advertisement-body: SPOKES, FELLOES, NAVES, &c.: [620, 794, 689, 800]
- advertisement-title: ATKINSON'S HOTEL,: [521, 127, 591, 135]
- section-header: Music.: [256, 312, 371, 326]
- table-cell: 28,736 16 8: [428, 690, 458, 696]
- column-5: [496, 38, 618, 1484]
- table-cell: —: [458, 696, 491, 702]
- advertisement-body: TERRY & BAILLIE Having secured a first-class Totara Bush, within a mile of main street, Greytown, are now prepared to execute Orders with despatch.: [620, 198, 735, 221]
- advertisement-title: FOR SALE, IN STOCK AND TO ARRIVE,: [627, 246, 728, 262]
- advertisement: [13, 644, 128, 740]
- table-cell: 32,566 5 0: [428, 702, 458, 708]
- divider: [655, 849, 701, 850]
- advertisement-title: THURSDAY, 22nd OCTOBER.: [23, 748, 117, 756]
- advertisement-body: N.B.—A great variety of ceiling, staircase, and oak paperhangings.: [499, 1026, 614, 1037]
- advertisement: [13, 124, 128, 330]
- divider: [533, 776, 579, 777]
- advertisement-signature: GEORGE THOMAS, Auctioneer.: [59, 733, 128, 739]
- advertisement-body: IMPORTANT SALE OF PURE SHORT-HORNED CATTLE. AT MEADOW BANK, TAIERI PLAIN, OTAGO, N.Z. DRIVER, STEWART, & CO. beg to intimate that they have received instructions from Geo. M. Bell, Esq., to sell by public auction, at his farm, Meadow Bank, East Taieri (ten miles from Dunedin, Otago, N.Z.), on Thursday, October 22nd, 1874, the whole of that gentleman's well-known herd of PURE-BRED SHORT-HORNED CATTLE, consisting of — 12 bulls And 30 cows and heifers. This herd has been bred from cows purchased from Messrs. Morton Brothers and Leach, of Victoria, at their sale in 1867, the excellence of whose stock is too well known to need any comment. Mr. Bell's original selections comprised the "April Flower" tribe, all of which were large prize-takers, and pronounced by the Australian press as being some of the very best animals ever exhibited by these celebrated breeders. The sire used in the herd is "Prince Frederick," bred by the late William Robertson, Esq., of Colac, Victoria, out of the imported cow "Fanny," by the "Beau." Catalogues, with full pedigree of each animal, may be had upon application to the undersigned. For further information, apply to DRIVER, STEWART, & CO., Dunedin. ROBERT WILKIN, Christchurch. JOHNSTON & CO., Wellington. ROUTLEDGE, KENNEDY, & CO., Napier.: [13, 757, 128, 929]
- advertisement: [135, 279, 250, 472]
- divider: [533, 556, 579, 557]
- table-cell: 1863: [378, 672, 392, 678]
- table-cell: —: [458, 726, 491, 732]
- section-header: Furs &c.: [499, 451, 614, 465]
- advertisement-signature: J. DRANSFIELD.: [698, 1019, 735, 1025]
- columns: [10, 38, 1104, 1484]
- table-cell: 1869: [378, 708, 392, 714]
- advertisement: [499, 966, 614, 1017]
- advertisement: [499, 578, 614, 659]
- advertisement: [256, 449, 371, 480]
- advertisement: [13, 748, 128, 929]
